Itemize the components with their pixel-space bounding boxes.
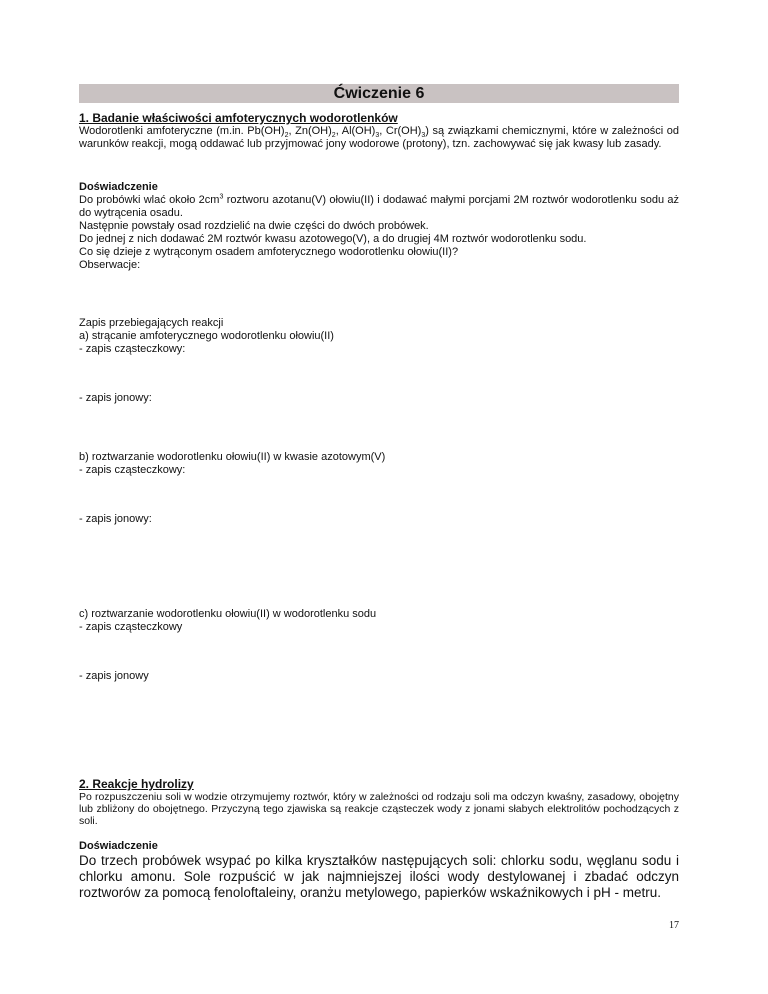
reaction-c-label: c) roztwarzanie wodorotlenku ołowiu(II) w wodorotlenku sodu [79,608,377,620]
experiment-1-step-1: Do probówki wlać około $2cm^3$ roztworu azotanu(V) ołowiu(II) i dodawać małymi porcjami 2M roztwór wodorotlenku sodu aż do wytrącenia osadu. [79,193,679,219]
experiment-1-label: Doświadczenie [79,181,158,193]
section-1-heading: 1. Badanie właściwości amfoterycznych wodorotlenków [79,111,398,125]
page-number: 17 [669,920,679,931]
experiment-1-step-2: Następnie powstały osad rozdzielić na dwie części do dwóch probówek. [79,220,429,232]
observations-label: Obserwacje: [79,259,141,271]
reaction-a-ionic: - zapis jonowy: [79,392,152,404]
experiment-2-text: Do trzech probówek wsypać po kilka kryształków następujących soli: chlorku sodu, węglanu sodu i chlorku amonu. Sole rozpuścić w jak najmniejszej ilości wody destylowanej i zbadać odczyn roztworów za pomocą fenoloftaleiny, oranżu metylowego, papierków wskaźnikowych i pH - metru. [79,853,679,900]
section-1-intro: Wodorotlenki amfoteryczne (m.in. $Pb(OH)_2$, $Zn(OH)_2$, $Al(OH)_3$, $Cr(OH)_3$) są związkami chemicznymi, które w zależności od warunków reakcji, mogą oddawać lub przyjmować jony wodorowe (protony), tzn. zachowywać się jak kwasy lub zasady. [79,125,679,150]
experiment-1-step-3: Do jednej z nich dodawać 2M roztwór kwasu azotowego(V), a do drugiej 4M roztwór wodorotlenku sodu. [79,233,587,245]
document-page [79,0,679,994]
reaction-b-molecular: - zapis cząsteczkowy: [79,464,186,476]
experiment-1-question: Co się dzieje z wytrąconym osadem amfoterycznego wodorotlenku ołowiu(II)? [79,246,459,258]
reaction-a-label: a) strącanie amfoterycznego wodorotlenku ołowiu(II) [79,330,334,342]
reaction-c-ionic: - zapis jonowy [79,670,149,682]
reaction-b-ionic: - zapis jonowy: [79,513,152,525]
experiment-2-label: Doświadczenie [79,840,158,852]
reactions-label: Zapis przebiegających reakcji [79,317,224,329]
reaction-a-molecular: - zapis cząsteczkowy: [79,343,186,355]
reaction-b-label: b) roztwarzanie wodorotlenku ołowiu(II) w kwasie azotowym(V) [79,451,386,463]
section-2-heading: 2. Reakcje hydrolizy [79,777,194,791]
section-2-intro: Po rozpuszczeniu soli w wodzie otrzymujemy roztwór, który w zależności od rodzaju soli ma odczyn kwaśny, zasadowy, obojętny lub zbliżony do obojętnego. Przyczyną tego zjawiska są reakcje cząsteczek wody z jonami słabych elektrolitów pochodzących z soli. [79,791,679,827]
exercise-title: Ćwiczenie 6 [79,84,679,103]
reaction-c-molecular: - zapis cząsteczkowy [79,621,183,633]
